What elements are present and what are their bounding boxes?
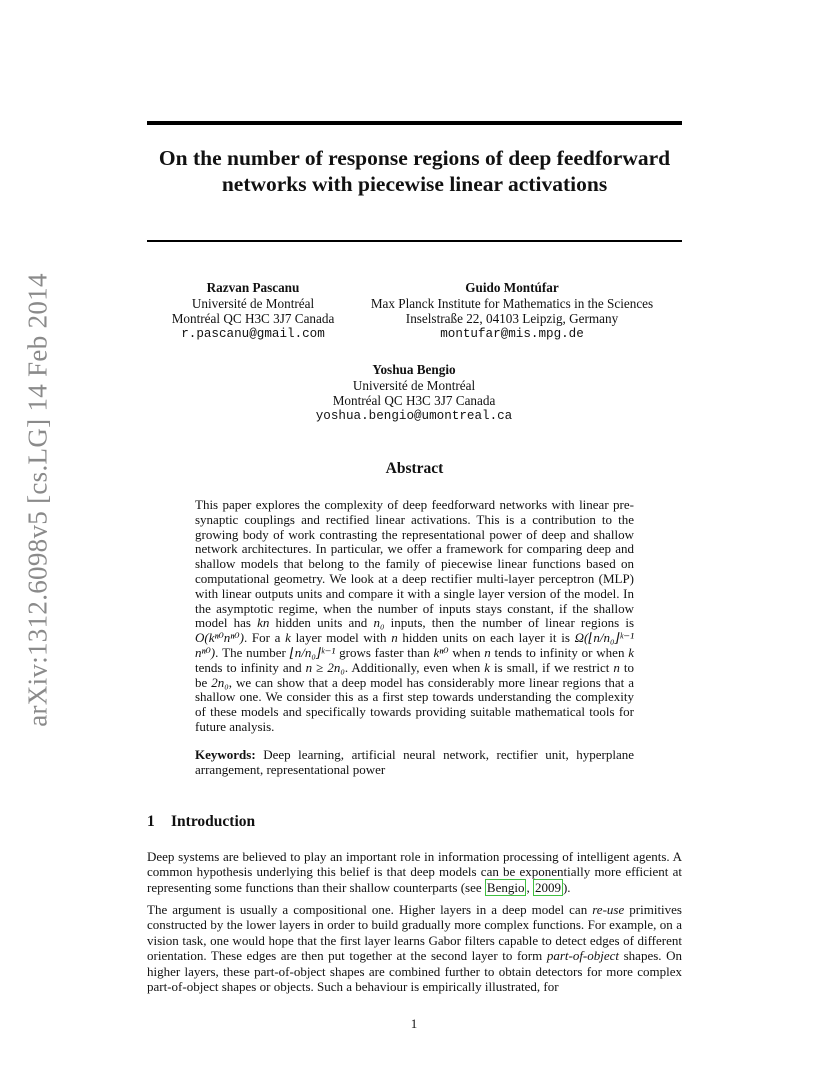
citation-link-bengio[interactable]: Bengio: [486, 879, 525, 895]
author-affiliation: Max Planck Institute for Mathematics in the Sciences: [370, 295, 654, 311]
title-bottom-rule: [147, 240, 682, 242]
author-email: montufar@mis.mpg.de: [440, 326, 584, 341]
author-block-pascanu: [160, 280, 346, 342]
author-name: Guido Montúfar: [465, 280, 559, 295]
intro-paragraph-2: The argument is usually a compositional one. Higher layers in a deep model can re-use primitives constructed by the lower layers in order to build gradually more complex functions. For example, on a vision task, one would hope that the first layer learns Gabor filters capable to detect edges of different orientation. These edges are then put together at the second layer to form part-of-object shapes. On higher layers, these part-of-object shapes are combined further to obtain detectors for more complex part-of-object shapes or objects. Such a behaviour is empirically illustrated, for: [147, 902, 683, 995]
author-name: Razvan Pascanu: [206, 280, 300, 295]
title-top-rule: [147, 121, 682, 125]
section-title: Introduction: [171, 813, 256, 830]
author-affiliation: Université de Montréal: [191, 295, 315, 311]
author-email: r.pascanu@gmail.com: [181, 326, 325, 341]
citation-link-year[interactable]: 2009: [534, 879, 561, 895]
arxiv-identifier-stamp: [18, 273, 58, 727]
keywords-text: Deep learning, artificial neural network, rectifier unit, hyperplane arrangement, representational power: [195, 747, 634, 777]
author-email: yoshua.bengio@umontreal.ca: [315, 408, 513, 423]
intro-paragraph-1: Deep systems are believed to play an important role in information processing of intelligent agents. A common hypothesis underlying this belief is that deep models can be exponentially more efficient at representing some functions than their shallow counterparts (see Bengio , 2009 ).: [147, 849, 682, 895]
author-address: Inselstraße 22, 04103 Leipzig, Germany: [405, 311, 619, 326]
keywords: [195, 748, 634, 778]
paper-title: On the number of response regions of deep feedforward networks with piecewise linear activations: [158, 146, 671, 196]
abstract-body: This paper explores the complexity of deep feedforward networks with linear pre-synaptic couplings and rectified linear activations. This is a contribution to the growing body of work contrasting the representational power of deep and shallow network architectures. In particular, we offer a framework for comparing deep and shallow models that belong to the family of piecewise linear functions based on computational geometry. We look at a deep rectifier multi-layer perceptron (MLP) with linear outputs units and compare it with a single layer version of the model. In the asymptotic regime, when the number of inputs stays constant, if the shallow model has kn hidden units and n₀ inputs, then the number of linear regions is O(kⁿ⁰nⁿ⁰). For a k layer model with n hidden units on each layer it is Ω(⌊n/n₀⌋ᵏ⁻¹ nⁿ⁰). The number ⌊n/n₀⌋ᵏ⁻¹ grows faster than kⁿ⁰ when n tends to infinity or when k tends to infinity and n ≥ 2n₀. Additionally, even when k is small, if we restrict n to be 2n₀, we can show that a deep model has considerably more linear regions that a shallow one. We consider this as a first step towards understanding the complexity of these models and specifically towards providing suitable mathematical tools for future analysis.: [195, 497, 635, 734]
section-number: 1: [147, 813, 155, 830]
author-name: Yoshua Bengio: [372, 362, 456, 377]
author-affiliation: Université de Montréal: [352, 377, 476, 393]
arxiv-stamp-text: arXiv:1312.6098v5 [cs.LG] 14 Feb 2014: [22, 273, 53, 727]
keywords-label: Keywords:: [195, 747, 256, 762]
author-block-bengio: [290, 362, 538, 424]
page-number: 1: [410, 1016, 418, 1031]
abstract-heading: Abstract: [385, 460, 444, 477]
section-heading-introduction: [147, 813, 255, 831]
author-address: Montréal QC H3C 3J7 Canada: [332, 393, 496, 408]
author-address: Montréal QC H3C 3J7 Canada: [171, 311, 335, 326]
author-block-montufar: [362, 280, 662, 342]
